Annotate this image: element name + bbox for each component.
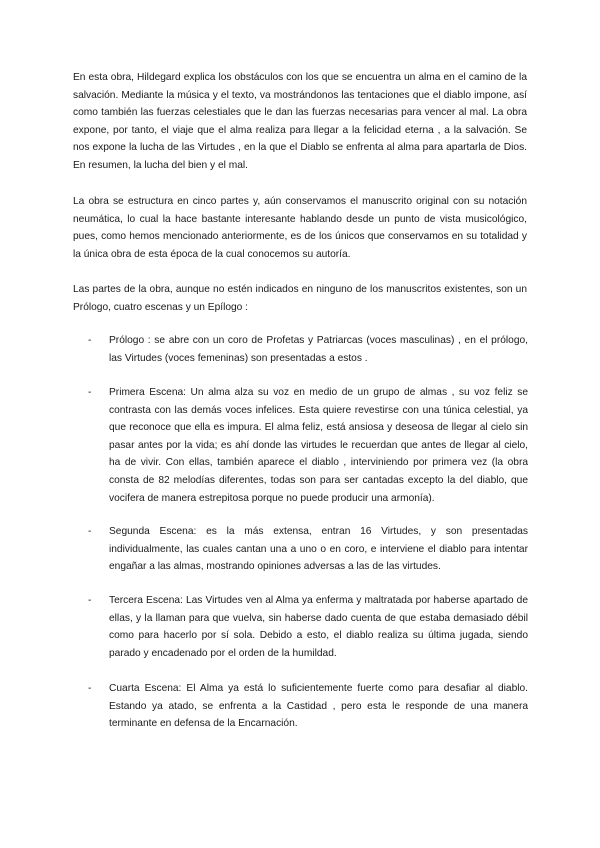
list-bullet: - <box>88 387 92 398</box>
list-item-text: Tercera Escena: Las Virtudes ven al Alma ya enferma y maltratada por haberse apartado de ellas, y la llaman para que vuelva, sin haberse dado cuenta de que estaba demasiado débil como para hacerlo por sí sola. Debido a esto, el diablo realiza su última jugada, siendo parado y encadenado por el orden de la humildad. <box>109 595 528 659</box>
list-bullet: - <box>88 335 92 346</box>
list-bullet: - <box>88 526 92 537</box>
intro-paragraph: En esta obra, Hildegard explica los obstáculos con los que se encuentra un alma en el camino de la salvación. Mediante la música y el texto, va mostrándonos las tentaciones que el diablo impone, así como también las fuerzas celestiales que le dan las fuerzas necesarias para vencer al mal. La obra expone, por tanto, el viaje que el alma realiza para llegar a la felicidad eterna , a la salvación. Se nos expone la lucha de las Virtudes , en la que el Diablo se enfrenta al alma para apartarla de Dios. En resumen, la lucha del bien y el mal. <box>73 72 527 171</box>
list-bullet: - <box>88 595 92 606</box>
list-item-text: Prólogo : se abre con un coro de Profetas y Patriarcas (voces masculinas) , en el prólogo, las Virtudes (voces femeninas) son presentadas a estos . <box>109 335 528 364</box>
list-item-text: Segunda Escena: es la más extensa, entran 16 Virtudes, y son presentadas individualmente, las cuales cantan una a uno o en coro, e interviene el diablo para intentar engañar a las almas, mostrando opiniones adversas a las de las virtudes. <box>109 526 528 573</box>
list-item-text: Cuarta Escena: El Alma ya está lo suficientemente fuerte como para desafiar al diablo. Estando ya atado, se enfrenta a la Castidad , pero esta le responde de una manera terminante en defensa de la Encarnación. <box>109 683 528 730</box>
list-bullet: - <box>88 683 92 694</box>
list-item-text: Primera Escena: Un alma alza su voz en medio de un grupo de almas , su voz feliz se contrasta con las demás voces infelices. Esta quiere revestirse con una túnica celestial, ya que reconoce que ella es impura. El alma feliz, está ansiosa y deseosa de llegar al cielo sin pasar antes por la vida; es ahí donde las virtudes le recuerdan que antes de llegar al cielo, ha de vivir. Con ellas, también aparece el diablo , interviniendo por primera vez (la obra consta de 82 melodías diferentes, todas son para ser cantadas excepto la del diablo, que vocifera de manera estrepitosa porque no puede producir una armonía). <box>109 387 528 504</box>
structure-paragraph: La obra se estructura en cinco partes y, aún conservamos el manuscrito original con su notación neumática, lo cual la hace bastante interesante hablando desde un punto de vista musicológico, pues, como hemos mencionado anteriormente, es de los únicos que conservamos en su totalidad y la única obra de esta época de la cual conocemos su autoría. <box>73 196 527 260</box>
parts-paragraph: Las partes de la obra, aunque no estén indicados en ninguno de los manuscritos existentes, son un Prólogo, cuatro escenas y un Epílogo : <box>73 284 527 313</box>
